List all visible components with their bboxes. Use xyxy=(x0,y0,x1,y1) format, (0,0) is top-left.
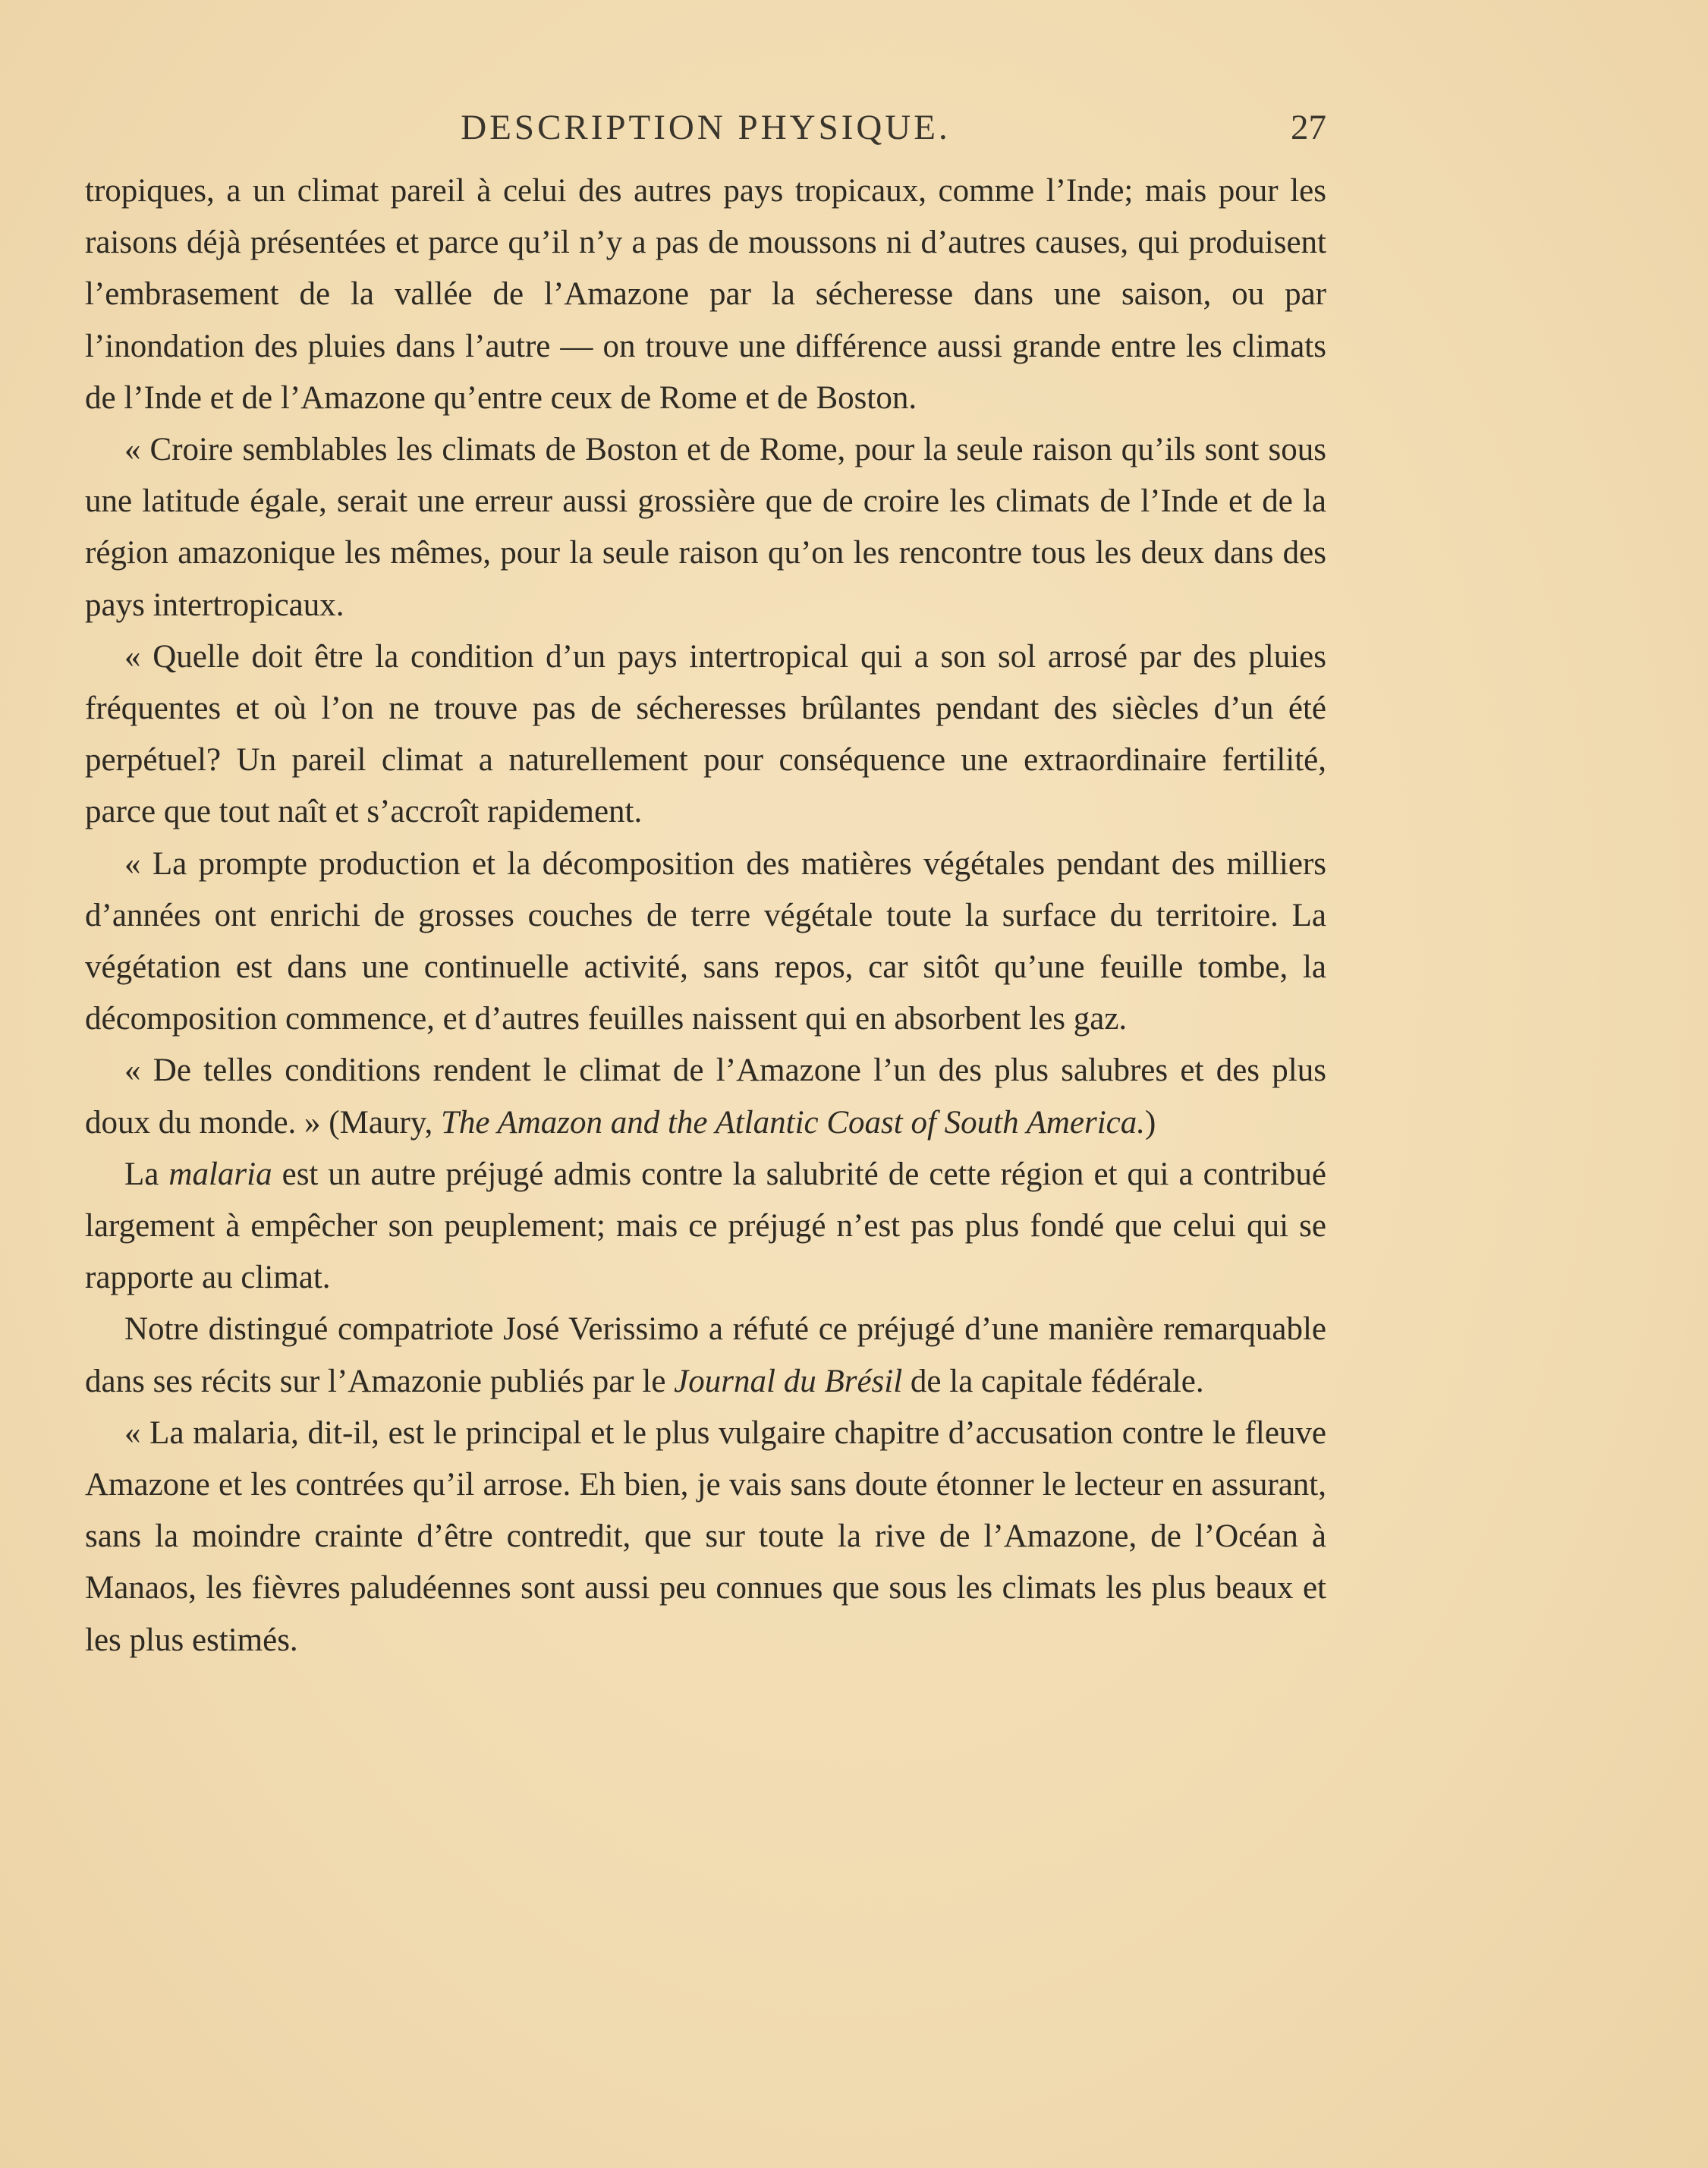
paragraph-text: est un autre préjugé admis contre la salubrité de cette région et qui a contribué largement à empêcher son peuplement; mais ce préjugé n’est pas plus fondé que celui qui se rapporte au climat. xyxy=(85,1156,1326,1296)
page-number: 27 xyxy=(1291,108,1326,147)
paragraph-text: ) xyxy=(1145,1104,1156,1141)
journal-title-italic: Journal du Brésil xyxy=(674,1363,903,1399)
term-italic: malaria xyxy=(168,1156,272,1192)
paragraph xyxy=(85,1045,1326,1148)
running-head xyxy=(85,105,1326,150)
paragraph: tropiques, a un climat pareil à celui des autres pays tropicaux, comme l’Inde; mais pour les raisons déjà présentées et parce qu’il n’y a pas de moussons ni d’autres causes, qui produisent l’embrasement de la vallée de l’Amazone par la sécheresse dans une saison, ou par l’inondation des pluies dans l’autre — on trouve une différence aussi grande entre les climats de l’Inde et de l’Amazone qu’entre ceux de Rome et de Boston. xyxy=(85,173,1326,416)
paragraph-text: « De telles conditions rendent le climat de l’Amazone l’un des plus salubres et des plus doux du monde. » (Maury, xyxy=(85,1053,1326,1141)
running-title: DESCRIPTION PHYSIQUE. xyxy=(461,108,951,147)
paragraph: « Quelle doit être la condition d’un pays intertropical qui a son sol arrosé par des pluies fréquentes et où l’on ne trouve pas de sécheresses brûlantes pendant des siècles d’un été perpétuel? Un pareil climat a naturellement pour conséquence une extraordinaire fertilité, parce que tout naît et s’accroît rapidement. xyxy=(85,638,1326,830)
paragraph-text: de la capitale fédérale. xyxy=(902,1363,1204,1399)
paragraph: « La prompte production et la décomposition des matières végétales pendant des milliers d’années ont enrichi de grosses couches de terre végétale toute la surface du territoire. La végétation est dans une continuelle activité, sans repos, car sitôt qu’une feuille tombe, la décomposition commence, et d’autres feuilles naissent qui en absorbent les gaz. xyxy=(85,845,1326,1037)
paragraph: « Croire semblables les climats de Boston et de Rome, pour la seule raison qu’ils sont sous une latitude égale, serait une erreur aussi grossière que de croire les climats de l’Inde et de la région amazonique les mêmes, pour la seule raison qu’on les rencontre tous les deux dans des pays intertropicaux. xyxy=(85,432,1326,623)
paragraph: « La malaria, dit-il, est le principal et le plus vulgaire chapitre d’accusation contre le fleuve Amazone et les contrées qu’il arrose. Eh bien, je vais sans doute étonner le lecteur en assurant, sans la moindre crainte d’être contredit, que sur toute la rive de l’Amazone, de l’Océan à Manaos, les fièvres paludéennes sont aussi peu connues que sous les climats les plus beaux et les plus estimés. xyxy=(85,1414,1326,1658)
body-text xyxy=(85,165,1326,1666)
paragraph-text: Notre distingué compatriote José Verissimo a réfuté ce préjugé d’une manière remarquable dans ses récits sur l’Amazonie publiés par le xyxy=(85,1311,1326,1399)
paragraph xyxy=(85,1149,1326,1304)
paragraph-text: La xyxy=(124,1156,169,1192)
paragraph xyxy=(85,1304,1326,1407)
book-title-italic: The Amazon and the Atlantic Coast of South America. xyxy=(440,1104,1146,1141)
